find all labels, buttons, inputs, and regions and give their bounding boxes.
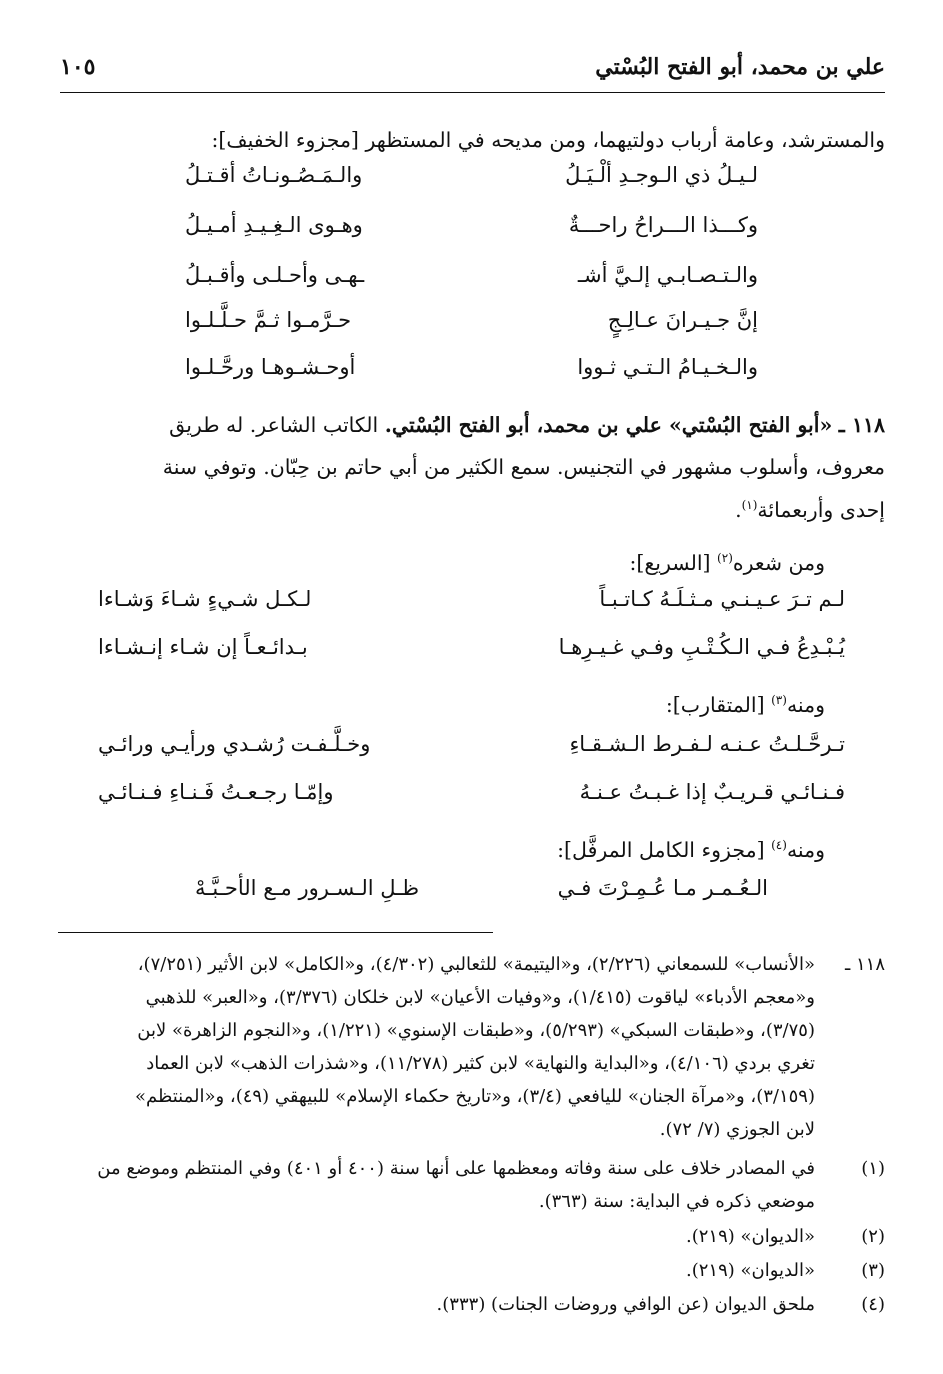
entry-line-3: [58, 490, 885, 530]
first-hemistich: يُـبْـدِعُ فـي الـكُـتْـبِ وفـي غـيـرِهـا: [558, 635, 845, 659]
verse-line: [98, 732, 845, 772]
verse-line: [185, 163, 758, 203]
verse-line: [185, 263, 758, 303]
first-hemistich: إنَّ جـيـرانَ عـالِـجٍ: [607, 308, 758, 332]
footnote-entry-118: [58, 948, 885, 1146]
second-hemistich: لـكـل شـيءٍ شـاءَ وَشـاءا: [98, 587, 312, 611]
footnote-line: «الديوان» (٢١٩).: [686, 1260, 815, 1281]
second-hemistich: ـهـى وأحـلـى وأقـبـلُ: [185, 263, 365, 287]
footnote-line: «الأنساب» للسمعاني (٢/٢٢٦)، و«اليتيمة» للثعالبي (٤/٣٠٢)، و«الكامل» لابن الأثير (٧/٢٥١)،: [137, 954, 815, 975]
entry-text-end: .: [735, 498, 742, 522]
second-hemistich: ظـلِ الـسـرور مـع الأحـبَّـهْ: [195, 876, 420, 900]
verse-line: [185, 355, 758, 395]
verse-line: [185, 213, 758, 253]
footnote-line: موضعي ذكره في البداية: سنة (٣٦٣).: [538, 1191, 815, 1212]
footnote-text: [58, 1220, 815, 1253]
poem-2-intro: [58, 543, 825, 583]
footnote-text: [58, 1288, 815, 1321]
first-hemistich: فـنـائـي قـريـبٌ إذا غـبـتُ عـنـهُ: [579, 780, 845, 804]
first-hemistich: الـعُـمـر مـا عُـمِـرْتَ فـي: [557, 876, 768, 900]
intro-text: ومنه: [786, 838, 825, 862]
footnote-text: [58, 948, 815, 1146]
intro-text: ومن شعره: [732, 551, 825, 575]
meter-name: [مجزوء الكامل المرفَّل]:: [557, 838, 772, 862]
footnote-marker: (١): [861, 1158, 885, 1179]
footnote-line: في المصادر خلاف على سنة وفاته ومعظمها على أنها سنة (٤٠٠ أو ٤٠١) وفي المنتظم وموضع من: [97, 1158, 815, 1179]
intro-text: ومنه: [786, 693, 825, 717]
second-hemistich: حـرَّمـوا ثـمَّ حـلَّـلـوا: [185, 308, 352, 332]
second-hemistich: أوحـشـوهـا ورحَّـلـوا: [185, 355, 356, 379]
entry-line-1: [58, 405, 885, 445]
footnote-marker: ١١٨ ـ: [844, 954, 885, 975]
note-reference: (٤): [771, 838, 787, 853]
second-hemistich: وخـلَّـفـت رُشـدي ورأيـي ورائـي: [98, 732, 371, 756]
footnote-text: [58, 1152, 815, 1218]
note-reference: (٢): [717, 551, 733, 566]
entry-text: الكاتب الشاعر. له طريق: [169, 413, 385, 437]
verse-line: [185, 308, 758, 348]
footnote-4: [58, 1288, 885, 1321]
footnote-line: لابن الجوزي (٧/ ٧٢).: [659, 1119, 815, 1140]
verse-line: [98, 635, 845, 675]
running-title: علي بن محمد، أبو الفتح البُسْتي: [595, 54, 885, 80]
first-hemistich: لـيـلُ ذي الـوجـدِ ألْـيَـلُ: [565, 163, 758, 187]
first-hemistich: والـتـصـابـي إلـيَّ أشـ: [577, 263, 758, 287]
poem-3-intro: [58, 685, 825, 725]
footnote-line: تغري بردي (٤/١٠٦)، و«البداية والنهاية» لابن كثير (١١/٢٧٨)، و«شذرات الذهب» لابن العماد: [146, 1053, 815, 1074]
footnote-separator: [58, 932, 493, 933]
footnote-marker: (٣): [861, 1260, 885, 1281]
entry-number: ١١٨ ـ: [838, 413, 885, 437]
footnote-text: [58, 1254, 815, 1287]
verse-line: [98, 780, 845, 820]
footnote-line: (٣/١٥٩)، و«مرآة الجنان» لليافعي (٣/٤)، و«تاريخ حكماء الإسلام» للبيهقي (٤٩)، و«المنتظم»: [134, 1086, 815, 1107]
note-reference: (١): [741, 498, 758, 513]
footnote-1: [58, 1152, 885, 1218]
first-hemistich: والـخـيـامُ الـتـي ثـووا: [577, 355, 758, 379]
footnote-2: [58, 1220, 885, 1253]
second-hemistich: وإمّـا رجـعـتُ فَـنـاءِ فـنـائـي: [98, 780, 334, 804]
first-hemistich: تـرحَّـلـتُ عـنـه لـفـرط الـشـقـاءِ: [569, 732, 845, 756]
note-reference: (٣): [771, 693, 787, 708]
meter-name: [المتقارب]:: [665, 693, 772, 717]
verse-line: [195, 876, 768, 916]
second-hemistich: وهـوى الـغِـيـدِ أمـيـلُ: [185, 213, 363, 237]
meter-name: [السريع]:: [629, 551, 718, 575]
running-header: [60, 52, 885, 93]
first-hemistich: وكـــذا الـــراحُ راحـــةٌ: [568, 213, 758, 237]
footnote-line: «الديوان» (٢١٩).: [686, 1226, 815, 1247]
entry-heading: «أبو الفتح البُسْتي» علي بن محمد، أبو الفتح البُسْتي.: [384, 413, 833, 437]
footnote-line: (٣/٧٥)، و«طبقات السبكي» (٥/٢٩٣)، و«طبقات الإسنوي» (١/٢٢١)، و«النجوم الزاهرة» لابن: [137, 1020, 815, 1041]
footnote-marker: (٢): [861, 1226, 885, 1247]
entry-text: إحدى وأربعمائة: [757, 498, 885, 522]
second-hemistich: بـدائـعـاً إن شـاء إنـشـاءا: [98, 635, 308, 659]
footnote-3: [58, 1254, 885, 1287]
second-hemistich: والـمَـصُـونـاتُ أقـتـلُ: [185, 163, 363, 187]
entry-line-2: معروف، وأسلوب مشهور في التجنيس. سمع الكثير من أبي حاتم بن حِبّان. وتوفي سنة: [162, 455, 885, 479]
footnote-line: و«معجم الأدباء» لياقوت (١/٤١٥)، و«وفيات الأعيان» لابن خلكان (٣/٣٧٦)، و«العبر» للذهبي: [145, 987, 815, 1008]
page-number: ١٠٥: [60, 54, 96, 80]
first-hemistich: لـم تـرَ عـيـنـي مـثـلَـهُ كـاتـبـاً: [599, 587, 845, 611]
verse-line: [98, 587, 845, 627]
poem-4-intro: [58, 830, 825, 870]
footnote-marker: (٤): [861, 1294, 885, 1315]
footnote-line: ملحق الديوان (عن الوافي وروضات الجنات) (٣٣٣).: [436, 1294, 815, 1315]
intro-line: والمسترشد، وعامة أرباب دولتيهما، ومن مديحه في المستظهر [مجزوء الخفيف]:: [211, 128, 885, 152]
